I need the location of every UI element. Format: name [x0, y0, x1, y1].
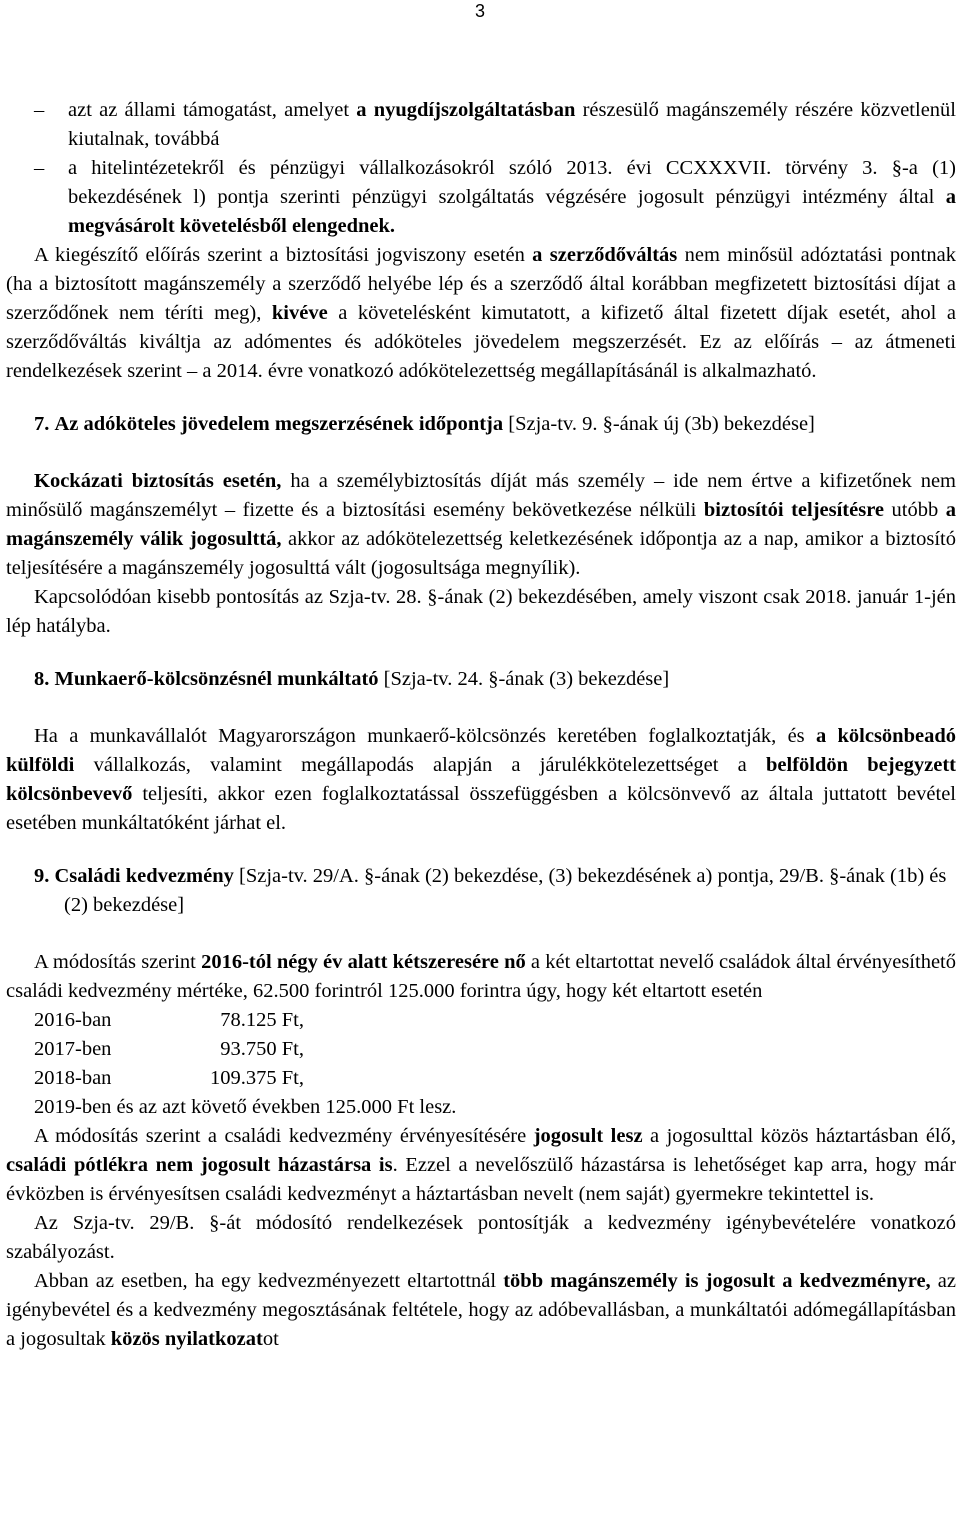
bold-text-run: több magánszemély is jogosult a kedvezményre, [503, 1270, 931, 1292]
bold-text-run: belföldön bejegyzett kölcsönbevevő [6, 754, 957, 805]
text-run: a jogosulttal közös háztartásban élő, [642, 1125, 956, 1147]
amount-row [6, 1064, 956, 1093]
amount-value: 109.375 Ft, [210, 1067, 304, 1089]
amount-year: 2018-ban [34, 1067, 112, 1089]
paragraph [6, 467, 956, 583]
section-title: Családi kedvezmény [54, 865, 234, 887]
text-run: a hitelintézetekről és pénzügyi vállalkozásokról szóló 2013. évi CCXXXVII. törvény 3. §-a (1) bekezdésének l) pontja szerinti pénzügyi szolgáltatás végzésére jogosult pénzügyi intézmény által [68, 157, 956, 208]
section-title: Munkaerő-kölcsönzésnél munkáltató [54, 668, 379, 690]
bold-text-run: jogosult lesz [533, 1125, 643, 1147]
text-run: Abban az esetben, ha egy kedvezményezett eltartottnál [34, 1270, 504, 1292]
section-reference: [Szja-tv. 9. §-ának új (3b) bekezdése] [503, 413, 815, 435]
text-run: a két eltartottat nevelő családok által érvényesíthető családi kedvezmény mértéke, 62.500 forintról 125.000 forintra úgy, hogy két eltartott esetén [6, 951, 956, 1002]
paragraph [6, 1267, 956, 1354]
bold-text-run: családi pótlékra nem jogosult házastársa is [6, 1154, 393, 1176]
section-number: 9. [34, 865, 50, 887]
paragraph [6, 241, 956, 386]
list-item [6, 96, 956, 154]
text-run: ot [262, 1328, 279, 1350]
text-run: a követelésként kimutatott, a kifizető által fizetett díjak esetét, ahol a szerződőváltás kiváltja az adómentes és adóköteles jövedelem megszerzését. Ez az előírás – az átmeneti rendelkezések szerint – a 2014. évre vonatkozó adókötelezettség megállapításánál is alkalmazható. [6, 302, 956, 382]
text-run: A módosítás szerint a családi kedvezmény érvényesítésére [34, 1125, 534, 1147]
text-run: vállalkozás, valamint megállapodás alapján a járulékkötelezettséget a [74, 754, 766, 776]
section-number: 7. [34, 413, 50, 435]
section-heading-8 [6, 665, 956, 694]
dash-bullet: – [34, 99, 45, 121]
paragraph: Az Szja-tv. 29/B. §-át módosító rendelkezések pontosítják a kedvezmény igénybevételére vonatkozó szabályozást. [6, 1212, 956, 1263]
amount-row-final [6, 1093, 956, 1122]
text-run: teljesíti, akkor ezen foglalkoztatással összefüggésben a kölcsönvevő az általa juttatott bevétel esetében munkáltatóként járhat el. [6, 783, 956, 834]
text-run: akkor az adókötelezettség keletkezésének időpontja az a nap, amikor a biztosító teljesítésére a magánszemély jogosulttá vált (jogosultsága megnyílik). [6, 528, 956, 579]
bold-text-run: biztosítói teljesítésre [703, 499, 885, 521]
text-run: A módosítás szerint [34, 951, 202, 973]
rich-text [68, 99, 956, 150]
text-run: az igénybevétel és a kedvezmény megosztásának feltétele, hogy az adóbevallásban, a munkáltatói adómegállapításban a jogosultak [6, 1270, 956, 1350]
amount-year: 2016-ban [34, 1009, 112, 1031]
paragraph [6, 722, 956, 838]
amount-row [6, 1006, 956, 1035]
paragraph [6, 948, 956, 1006]
list-item [6, 154, 956, 241]
section-reference: [Szja-tv. 29/A. §-ának (2) bekezdése, (3) bekezdésének a) pontja, 29/B. §-ának (1b) és (2) bekezdése] [64, 865, 947, 916]
amount-value: 78.125 Ft, [220, 1009, 304, 1031]
text-run: A kiegészítő előírás szerint a biztosítási jogviszony esetén [34, 244, 533, 266]
bold-text-run: kivéve [271, 302, 328, 324]
bold-text-run: a kölcsönbeadó külföldi [6, 725, 956, 776]
text-run: ha a személybiztosítás díját más személy – ide nem értve a kifizetőnek nem minősülő magánszemélyt – fizette és a biztosítási esemény bekövetkezése nélküli [6, 470, 956, 521]
text-run: részesülő magánszemély részére közvetlenül kiutalnak, továbbá [68, 99, 956, 150]
text-run: azt az állami támogatást, amelyet [68, 99, 357, 121]
amount-year: 2017-ben [34, 1038, 112, 1060]
bold-text-run: 2016-tól négy év alatt kétszeresére nő [201, 951, 526, 973]
section-reference: [Szja-tv. 24. §-ának (3) bekezdése] [378, 668, 670, 690]
bold-text-run: a megvásárolt követelésből elengednek. [68, 186, 956, 237]
document-body [6, 96, 956, 1354]
bold-text-run: a nyugdíjszolgáltatásban [356, 99, 576, 121]
bold-text-run: közös nyilatkozat [110, 1328, 263, 1350]
text-run: Ha a munkavállalót Magyarországon munkaerő-kölcsönzés keretében foglalkoztatják, és [34, 725, 816, 747]
amount-value: 93.750 Ft, [220, 1038, 304, 1060]
rich-text [68, 157, 956, 237]
section-heading-9 [6, 862, 956, 920]
dash-bullet: – [34, 157, 45, 179]
amount-final-text: 2019-ben és az azt követő években 125.000 Ft lesz. [34, 1096, 457, 1118]
bold-text-run: a szerződőváltás [532, 244, 678, 266]
paragraph: Kapcsolódóan kisebb pontosítás az Szja-tv. 28. §-ának (2) bekezdésében, amely viszont csak 2018. január 1-jén lép hatályba. [6, 586, 956, 637]
paragraph [6, 1122, 956, 1209]
bold-text-run: a magánszemély válik jogosulttá, [6, 499, 956, 550]
amount-row [6, 1035, 956, 1064]
page-number: 3 [474, 1, 485, 21]
text-run: . Ezzel a nevelőszülő házastársa is lehetőséget kap arra, hogy már évközben is érvényesítsen családi kedvezményt a háztartásban nevelt (nem saját) gyermekre tekintettel is. [6, 1154, 956, 1205]
text-run: nem minősül adóztatási pontnak (ha a biztosított magánszemély a szerződő helyébe lép és a szerződő által korábban megfizetett biztosítási díjat a szerződőnek nem téríti meg), [6, 244, 956, 324]
section-heading-7 [6, 410, 956, 439]
section-number: 8. [34, 668, 50, 690]
text-run: utóbb [884, 499, 946, 521]
section-title: Az adóköteles jövedelem megszerzésének időpontja [54, 413, 504, 435]
bold-text-run: Kockázati biztosítás esetén, [34, 470, 282, 492]
